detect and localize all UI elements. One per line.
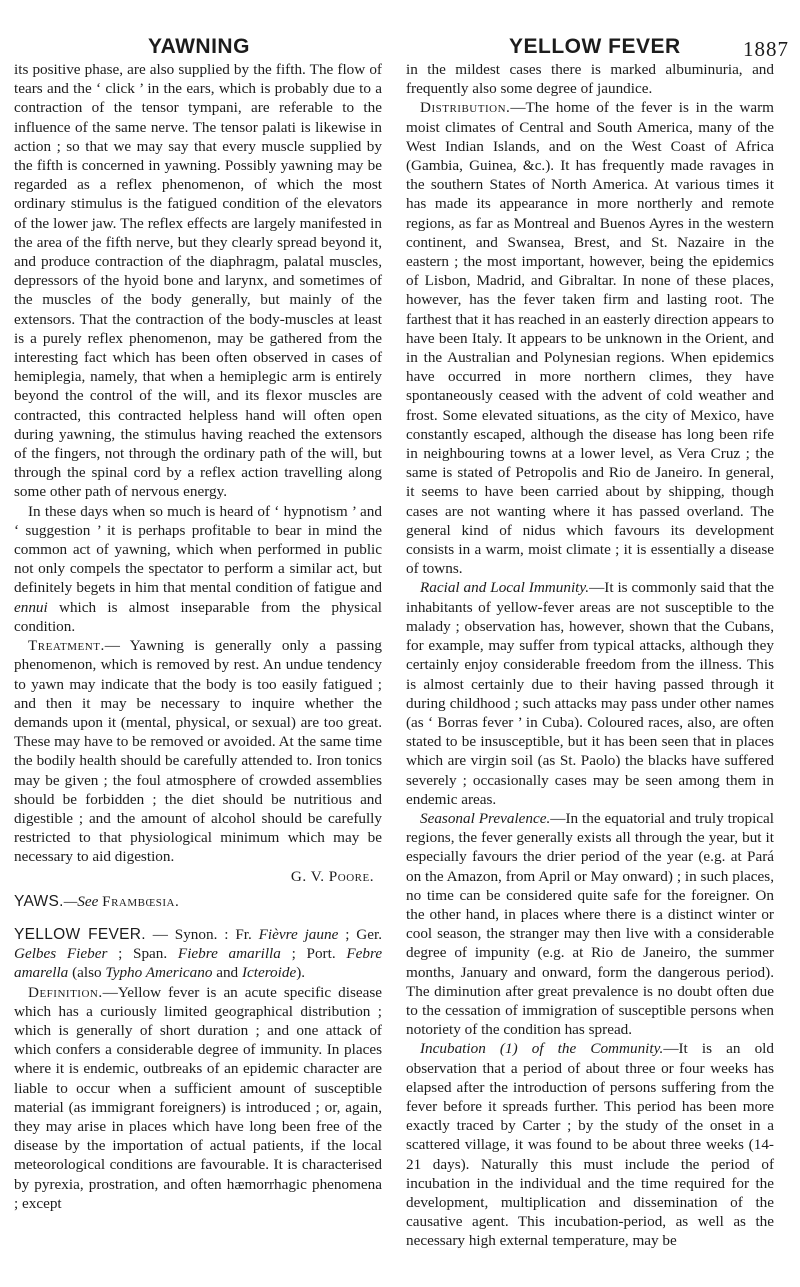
paragraph-definition: Definition.—Yellow fever is an acute specific disease which has a curiously limited geographical distribution ; which is generally of short duration ; and one attack of which confers a considerable degree of immunity. In places where it is endemic, outbreaks of an epidemic character are liable to occur when a sufficient amount of susceptible material (as immigrant foreigners) is introduced ; or, again, they may arise in places which have long been free of the disease by the importation of actual patients, if the local meteorological conditions are favourable. It is characterised by pyrexia, prostration, and often hæmorrhagic phenomena ; except <box>14 983 382 1212</box>
paragraph-yawning-reflex: its positive phase, are also supplied by the fifth. The flow of tears and the ‘ click ’ in the ears, which is probably due to a contraction of the tensor tympani, are referable to the influence of the same nerve. The tensor palati is likewise in action ; so that we may say that every muscle supplied by the fifth is concerned in yawning. Possibly yawning may be regarded as a reflex phenomenon, of which the most ordinary stimulus is the fatigued condition of the elevators of the lower jaw. The reflex effects are largely manifested in the area of the fifth nerve, but they clearly spread beyond it, and produce contraction of the diaphragm, palatal muscles, depressors of the hyoid bone and larynx, and sometimes of the muscles of the body generally, but mainly of the extensors. That the contraction of the body-muscles at least is a purely reflex phenomenon, may be gathered from the interesting fact which has been often observed in cases of hemiplegia, namely, that when a hemiplegic arm is entirely beyond the control of the will, and its flexor muscles are contracted, this contracted helpless hand will often open during yawning, the stimulus having reached the extensors of the fingers, not through the ordinary path of the will, but through the spinal cord by a reflex action travelling along some other path of nervous energy. <box>14 61 382 501</box>
paragraph-incubation: Incubation (1) of the Community.—It is an old observation that a period of about three or four weeks has elapsed after the introduction of persons suffering from the fever before it spreads further. This period has been more exactly traced by Carter ; by the study of the onset in a scattered village, it was found to be about three weeks (14-21 days). Naturally this must include the period of incubation in the individual and the time required for the development, multiplication and dissemination of the causative agent. This incubation-period, as well as the necessary high external temperature, may be <box>406 1040 774 1250</box>
distribution-lead: Distribution. <box>420 99 511 117</box>
left-column <box>14 60 382 1213</box>
italic-ennui: ennui <box>14 598 48 616</box>
paragraph-mildest-cases: in the mildest cases there is marked albuminuria, and frequently also some degree of jaundice. <box>406 61 774 98</box>
running-head-right: YELLOW FEVER <box>509 35 681 58</box>
cross-reference-link: Frambœsia. <box>102 892 180 910</box>
entry-yellow-fever-synonyms: YELLOW FEVER. — Synon. : Fr. Fièvre jaune ; Ger. Gelbes Fieber ; Span. Fiebre amarilla ; Port. Febre amarella (also Typho Americano and Icteroide). <box>14 925 383 982</box>
incubation-lead: Incubation (1) of the Community. <box>420 1040 664 1058</box>
paragraph-distribution: Distribution.—The home of the fever is in the warm moist climates of Central and South America, many of the West Indian Islands, and on the West Coast of Africa (Gambia, Guinea, &c.). It has frequently made ravages in the southern States of North America. At various times it has made its appearance in more northerly and remote regions, as far as Montreal and Buenos Ayres in the western continent, and Swansea, Brest, and St. Nazaire in the eastern ; the most important, however, being the epidemics of Lisbon, Madrid, and Gibraltar. In none of these places, however, has the fever taken firm and lasting root. The farthest that it has reached in an easterly direction appears to have been Italy. It appears to be unknown in the Orient, and in the Australian and Polynesian regions. When epidemics have occurred in more northern climes, they have spontaneously ceased with the advent of cold weather and frost. Some elevated situations, as the city of Mexico, have constantly escaped, although the disease has long been rife in neighbouring towns at a lower level, as Vera Cruz ; the same is stated of Petropolis and Rio de Janeiro. In general, it seems to have been carried about by shipping, though cases are not wanting where it has passed overland. The general kind of nidus which favours its development consists in a warm, moist climate ; it is essentially a disease of towns. <box>406 99 774 578</box>
running-header <box>0 8 800 61</box>
paragraph-racial-immunity: Racial and Local Immunity.—It is commonly said that the inhabitants of yellow-fever areas are not susceptible to the malady ; observation has, however, shown that the Cubans, for example, may suffer from typical attacks, although they certainly enjoy considerable freedom from the illness. This is almost certainly due to their having passed through it during childhood ; such attacks may pass under other names (as ‘ Borras fever ’ in Cuba). Coloured races, also, are often stated to be insusceptible, but it has been seen that in places which are virgin soil (as St. Paolo) the blacks have suffered severely ; occasionally cases may be seen among them in endemic areas. <box>406 579 774 808</box>
page-number: 1887 <box>743 37 789 61</box>
yaws-headword: YAWS. <box>14 892 64 910</box>
right-column <box>406 60 774 1251</box>
treatment-lead: Treatment. <box>28 637 105 655</box>
definition-lead: Definition. <box>28 983 103 1001</box>
entry-yaws <box>14 892 382 911</box>
seasonal-prevalence-lead: Seasonal Prevalence. <box>420 809 551 827</box>
yellow-fever-headword: YELLOW FEVER. <box>14 925 146 943</box>
running-head-left: YAWNING <box>148 35 250 58</box>
paragraph-seasonal-prevalence: Seasonal Prevalence.—In the equatorial and truly tropical regions, the fever generally exists all through the year, but it especially favours the drier period of the year (e.g. at Pará on the Amazon, from April or May onward) ; in such places, no time can be considered quite safe for the foreigner. On the other hand, in places where there is a distinct winter or cool season, the stranger may then live with a considerable degree of impunity (e.g. at Rio de Janeiro, the summer months, January and onward, form the dangerous period). The diminution after great prevalence is no doubt often due to the cessation of immigration of susceptible persons when notoriety of the condition has spread. <box>406 809 774 1039</box>
paragraph-treatment: Treatment.— Yawning is generally only a passing phenomenon, which is removed by rest. An undue tendency to yawn may indicate that the body is too easily fatigued ; and then it may be necessary to inquire whether the demands upon it (mental, physical, or sexual) are too great. These may have to be removed or avoided. At the same time the bodily health should be carefully attended to. Iron tonics may be given ; the foul atmosphere of crowded assemblies should be forbidden ; the diet should be nutritious and digestible ; and the amount of alcohol should be carefully restricted to that physiological minimum which may be necessary to aid digestion. <box>14 637 382 866</box>
author-signature: G. V. Poore. <box>290 867 374 885</box>
see-reference: —See <box>63 892 99 910</box>
paragraph-yawning-suggestion: In these days when so much is heard of ‘ hypnotism ’ and ‘ suggestion ’ it is perhaps profitable to bear in mind the common act of yawning, which when performed in public not only compels the spectator to perform a similar act, but definitely begets in him that mental condition of fatigue and ennui which is almost inseparable from the physical condition. <box>14 502 383 635</box>
racial-immunity-lead: Racial and Local Immunity. <box>420 579 590 597</box>
